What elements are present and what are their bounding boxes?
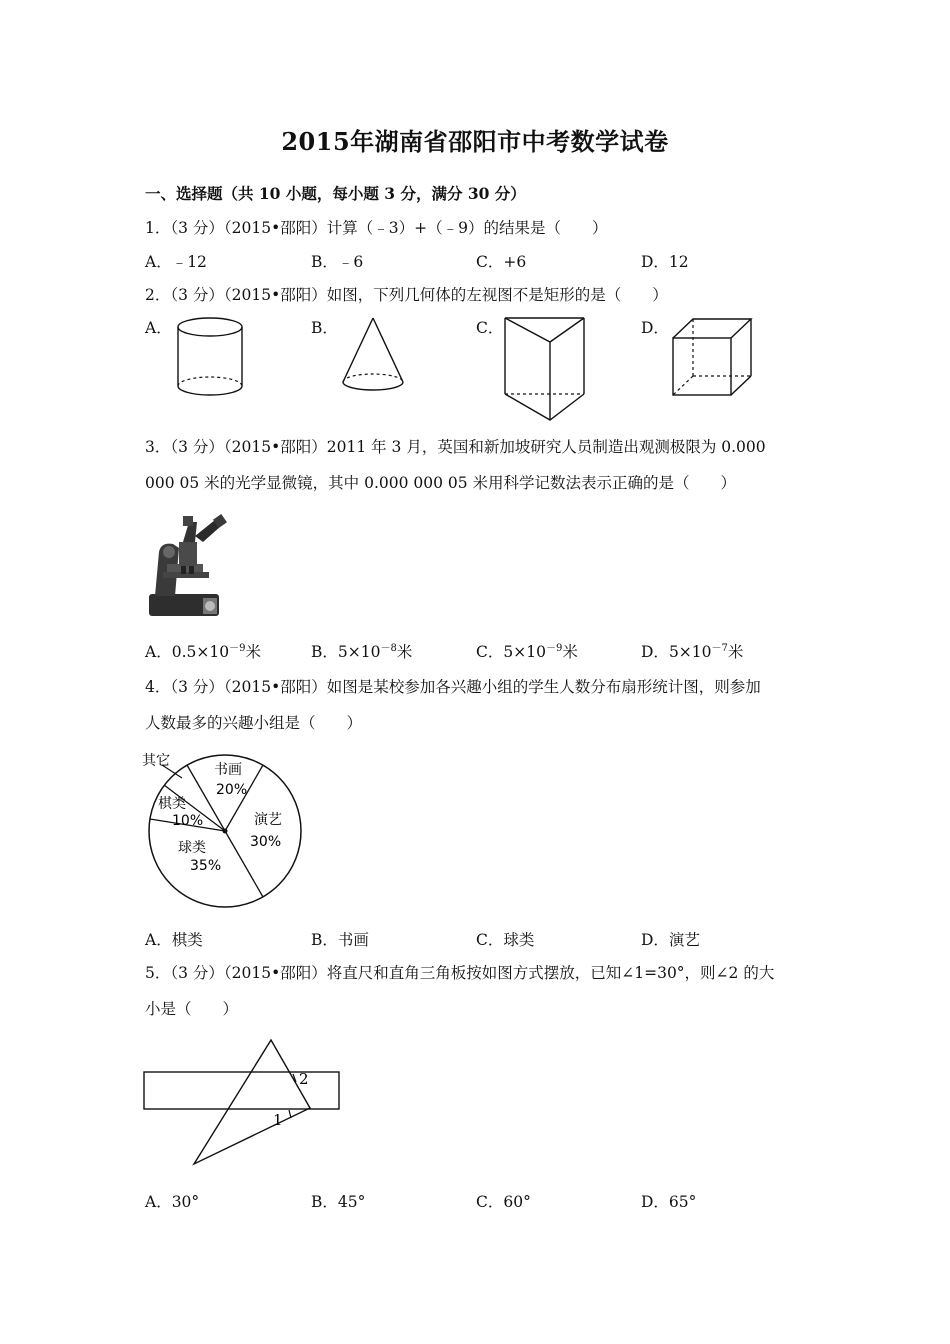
q5-option-a: A．30° [145, 1193, 200, 1211]
option-base: 0.5×10 [171, 643, 230, 661]
label-qiulei: 球类 [178, 840, 206, 856]
q2-option-b: B． [311, 319, 338, 337]
pie-center [223, 829, 228, 834]
angle-1-mark [289, 1110, 291, 1118]
pie-figure [140, 748, 300, 914]
q5-option-d: D．65° [641, 1193, 697, 1211]
label-shuhua: 书画 [214, 762, 242, 778]
q2-option-a: A． [145, 319, 172, 337]
cone-figure [340, 316, 410, 398]
q5-option-c: C．60° [476, 1193, 531, 1211]
option-base: 5×10 [337, 643, 381, 661]
q3-option-c [476, 639, 578, 662]
page-title: 2015年湖南省邵阳市中考数学试卷 [281, 127, 669, 156]
option-exponent: －7 [711, 643, 728, 654]
q1-option-b: B．﹣6 [311, 253, 364, 271]
label-qipan: 棋类 [158, 796, 186, 812]
q1-option-a: A．﹣12 [145, 253, 207, 271]
question-3-line-2: 000 05 米的光学显微镜，其中 0.000 000 05 米用科学记数法表示正确的是（ ） [145, 474, 737, 492]
label-qipan-pct: 10% [172, 813, 204, 829]
option-letter: A． [145, 643, 172, 661]
question-5-line-2: 小是（ ） [145, 1000, 239, 1018]
question-2: 2．（3 分）（2015•邵阳）如图，下列几何体的左视图不是矩形的是（ ） [145, 286, 668, 304]
cube-figure [670, 316, 756, 398]
prism-figure [502, 316, 588, 424]
option-unit: 米 [562, 643, 578, 661]
option-unit: 米 [396, 643, 413, 661]
question-3-line-1: 3．（3 分）（2015•邵阳）2011 年 3 月，英国和新加坡研究人员制造出观测极限为 0.000 [145, 438, 766, 456]
label-yanyi: 演艺 [254, 812, 282, 828]
q3-option-a [145, 639, 261, 662]
set-square [194, 1040, 310, 1164]
option-exponent: －8 [380, 643, 397, 654]
q4-option-d: D．演艺 [641, 931, 700, 949]
option-unit: 米 [727, 643, 744, 661]
section-heading: 一、选择题（共 10 小题，每小题 3 分，满分 30 分） [145, 184, 526, 203]
question-1: 1．（3 分）（2015•邵阳）计算（﹣3）+（﹣9）的结果是（ ） [145, 219, 608, 237]
option-letter: D． [641, 643, 669, 661]
option-letter: B． [311, 643, 338, 661]
angle-2-label: 2 [299, 1070, 309, 1088]
ruler [144, 1072, 339, 1109]
option-base: 5×10 [668, 643, 712, 661]
cylinder-figure [176, 316, 246, 398]
q2-option-c: C． [476, 319, 504, 337]
q1-option-c: C．+6 [476, 253, 527, 271]
label-other: 其它 [142, 753, 170, 769]
q4-option-a: A．棋类 [145, 931, 203, 949]
q5-option-b: B．45° [311, 1193, 366, 1211]
question-5-line-1: 5．（3 分）（2015•邵阳）将直尺和直角三角板按如图方式摆放，已知∠1=30°，则∠2 的大 [145, 964, 775, 982]
q3-option-d [641, 639, 743, 662]
angle-1-label: 1 [273, 1111, 283, 1129]
q3-option-b [311, 639, 412, 662]
question-4-line-1: 4．（3 分）（2015•邵阳）如图是某校参加各兴趣小组的学生人数分布扇形统计图，则参加 [145, 678, 761, 696]
option-unit: 米 [245, 643, 261, 661]
q4-option-b: B．书画 [311, 931, 369, 949]
option-exponent: －9 [545, 643, 563, 654]
ruler-triangle-figure [140, 1036, 346, 1172]
label-qiulei-pct: 35% [190, 858, 222, 874]
label-shuhua-pct: 20% [216, 782, 248, 798]
label-yanyi-pct: 30% [250, 834, 282, 850]
q2-option-d: D． [641, 319, 669, 337]
option-base: 5×10 [503, 643, 546, 661]
question-4-line-2: 人数最多的兴趣小组是（ ） [145, 714, 363, 732]
q4-option-c: C．球类 [476, 931, 535, 949]
option-exponent: －9 [229, 643, 246, 654]
microscope-image [145, 512, 237, 622]
q1-option-d: D．12 [641, 253, 689, 271]
option-letter: C． [476, 643, 504, 661]
